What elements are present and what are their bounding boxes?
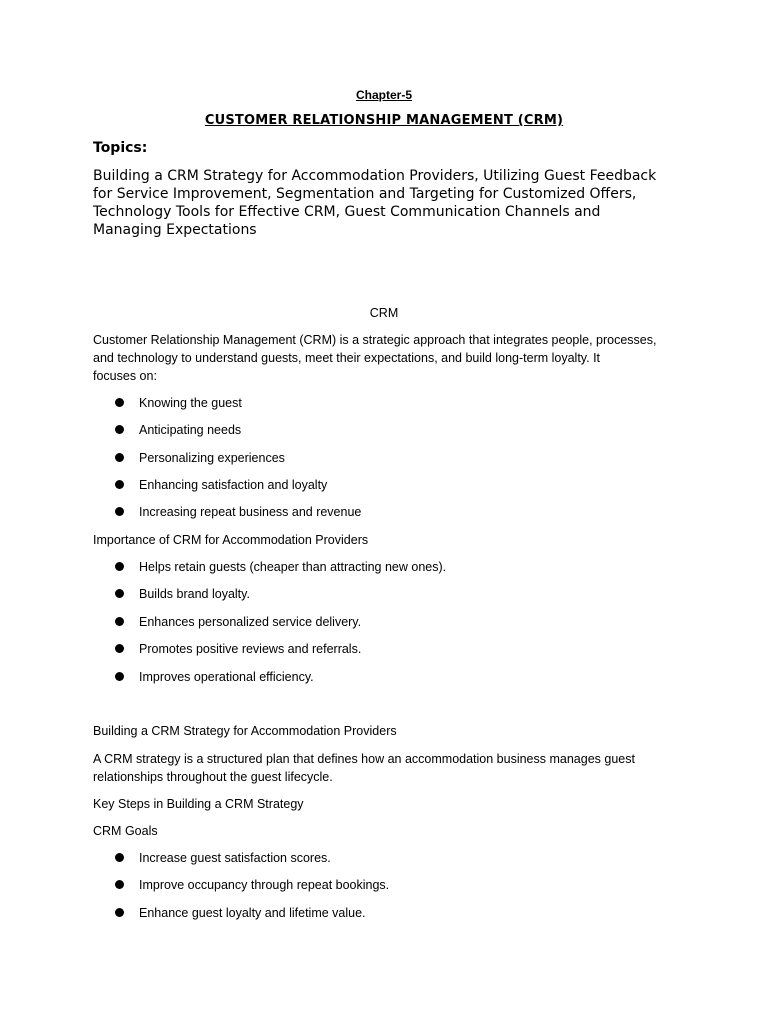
strategy-definition-paragraph xyxy=(93,750,635,786)
paragraph-line: A CRM strategy is a structured plan that defines how an accommodation business manages guest xyxy=(93,752,635,766)
bullet-icon xyxy=(115,507,124,516)
bullet-icon xyxy=(115,480,124,489)
list-item-text: Anticipating needs xyxy=(139,423,242,437)
chapter-label: Chapter-5 xyxy=(355,88,412,102)
bullet-icon xyxy=(115,644,124,653)
list-item-text: Personalizing experiences xyxy=(139,451,285,465)
list-item-text: Increase guest satisfaction scores. xyxy=(139,851,331,865)
bullet-icon xyxy=(115,398,124,407)
list-item xyxy=(115,850,331,866)
bullet-icon xyxy=(115,562,124,571)
bullet-icon xyxy=(115,672,124,681)
bullet-icon xyxy=(115,853,124,862)
list-item xyxy=(115,504,361,520)
list-item-text: Increasing repeat business and revenue xyxy=(139,505,362,519)
list-item-text: Enhances personalized service delivery. xyxy=(139,615,362,629)
paragraph-line: focuses on: xyxy=(93,369,157,383)
bullet-icon xyxy=(115,453,124,462)
list-item xyxy=(115,641,361,657)
list-item xyxy=(115,586,250,602)
list-item xyxy=(115,422,241,438)
topics-line: Technology Tools for Effective CRM, Guest Communication Channels and xyxy=(93,204,601,220)
bullet-icon xyxy=(115,908,124,917)
list-item xyxy=(115,877,389,893)
crm-goals-heading: CRM Goals xyxy=(93,824,158,838)
strategy-heading: Building a CRM Strategy for Accommodation Providers xyxy=(93,724,397,738)
list-item-text: Builds brand loyalty. xyxy=(139,587,250,601)
list-item xyxy=(115,905,366,921)
list-item xyxy=(115,450,285,466)
topics-line: for Service Improvement, Segmentation and Targeting for Customized Offers, xyxy=(93,186,637,202)
importance-heading: Importance of CRM for Accommodation Providers xyxy=(93,533,369,547)
topics-heading: Topics: xyxy=(93,140,148,156)
paragraph-line: Customer Relationship Management (CRM) is a strategic approach that integrates people, processes, xyxy=(93,333,657,347)
bullet-icon xyxy=(115,880,124,889)
list-item xyxy=(115,477,327,493)
list-item-text: Promotes positive reviews and referrals. xyxy=(139,642,362,656)
key-steps-heading: Key Steps in Building a CRM Strategy xyxy=(93,797,304,811)
list-item xyxy=(115,559,446,575)
topics-body xyxy=(93,167,693,239)
topics-line: Managing Expectations xyxy=(93,222,257,238)
list-item-text: Improves operational efficiency. xyxy=(139,670,314,684)
list-item-text: Enhance guest loyalty and lifetime value. xyxy=(139,906,366,920)
list-item-text: Helps retain guests (cheaper than attracting new ones). xyxy=(139,560,447,574)
topics-line: Building a CRM Strategy for Accommodation Providers, Utilizing Guest Feedback xyxy=(93,168,657,184)
paragraph-line: relationships throughout the guest lifecycle. xyxy=(93,770,333,784)
list-item xyxy=(115,614,361,630)
bullet-icon xyxy=(115,617,124,626)
crm-intro-paragraph xyxy=(93,331,656,385)
list-item-text: Knowing the guest xyxy=(139,396,242,410)
list-item xyxy=(115,395,242,411)
list-item-text: Enhancing satisfaction and loyalty xyxy=(139,478,328,492)
crm-heading: CRM xyxy=(369,306,399,320)
list-item-text: Improve occupancy through repeat bookings. xyxy=(139,878,390,892)
bullet-icon xyxy=(115,589,124,598)
paragraph-line: and technology to understand guests, meet their expectations, and build long-term loyalty. It xyxy=(93,351,601,365)
document-title: CUSTOMER RELATIONSHIP MANAGEMENT (CRM) xyxy=(204,113,564,128)
list-item xyxy=(115,669,314,685)
bullet-icon xyxy=(115,425,124,434)
